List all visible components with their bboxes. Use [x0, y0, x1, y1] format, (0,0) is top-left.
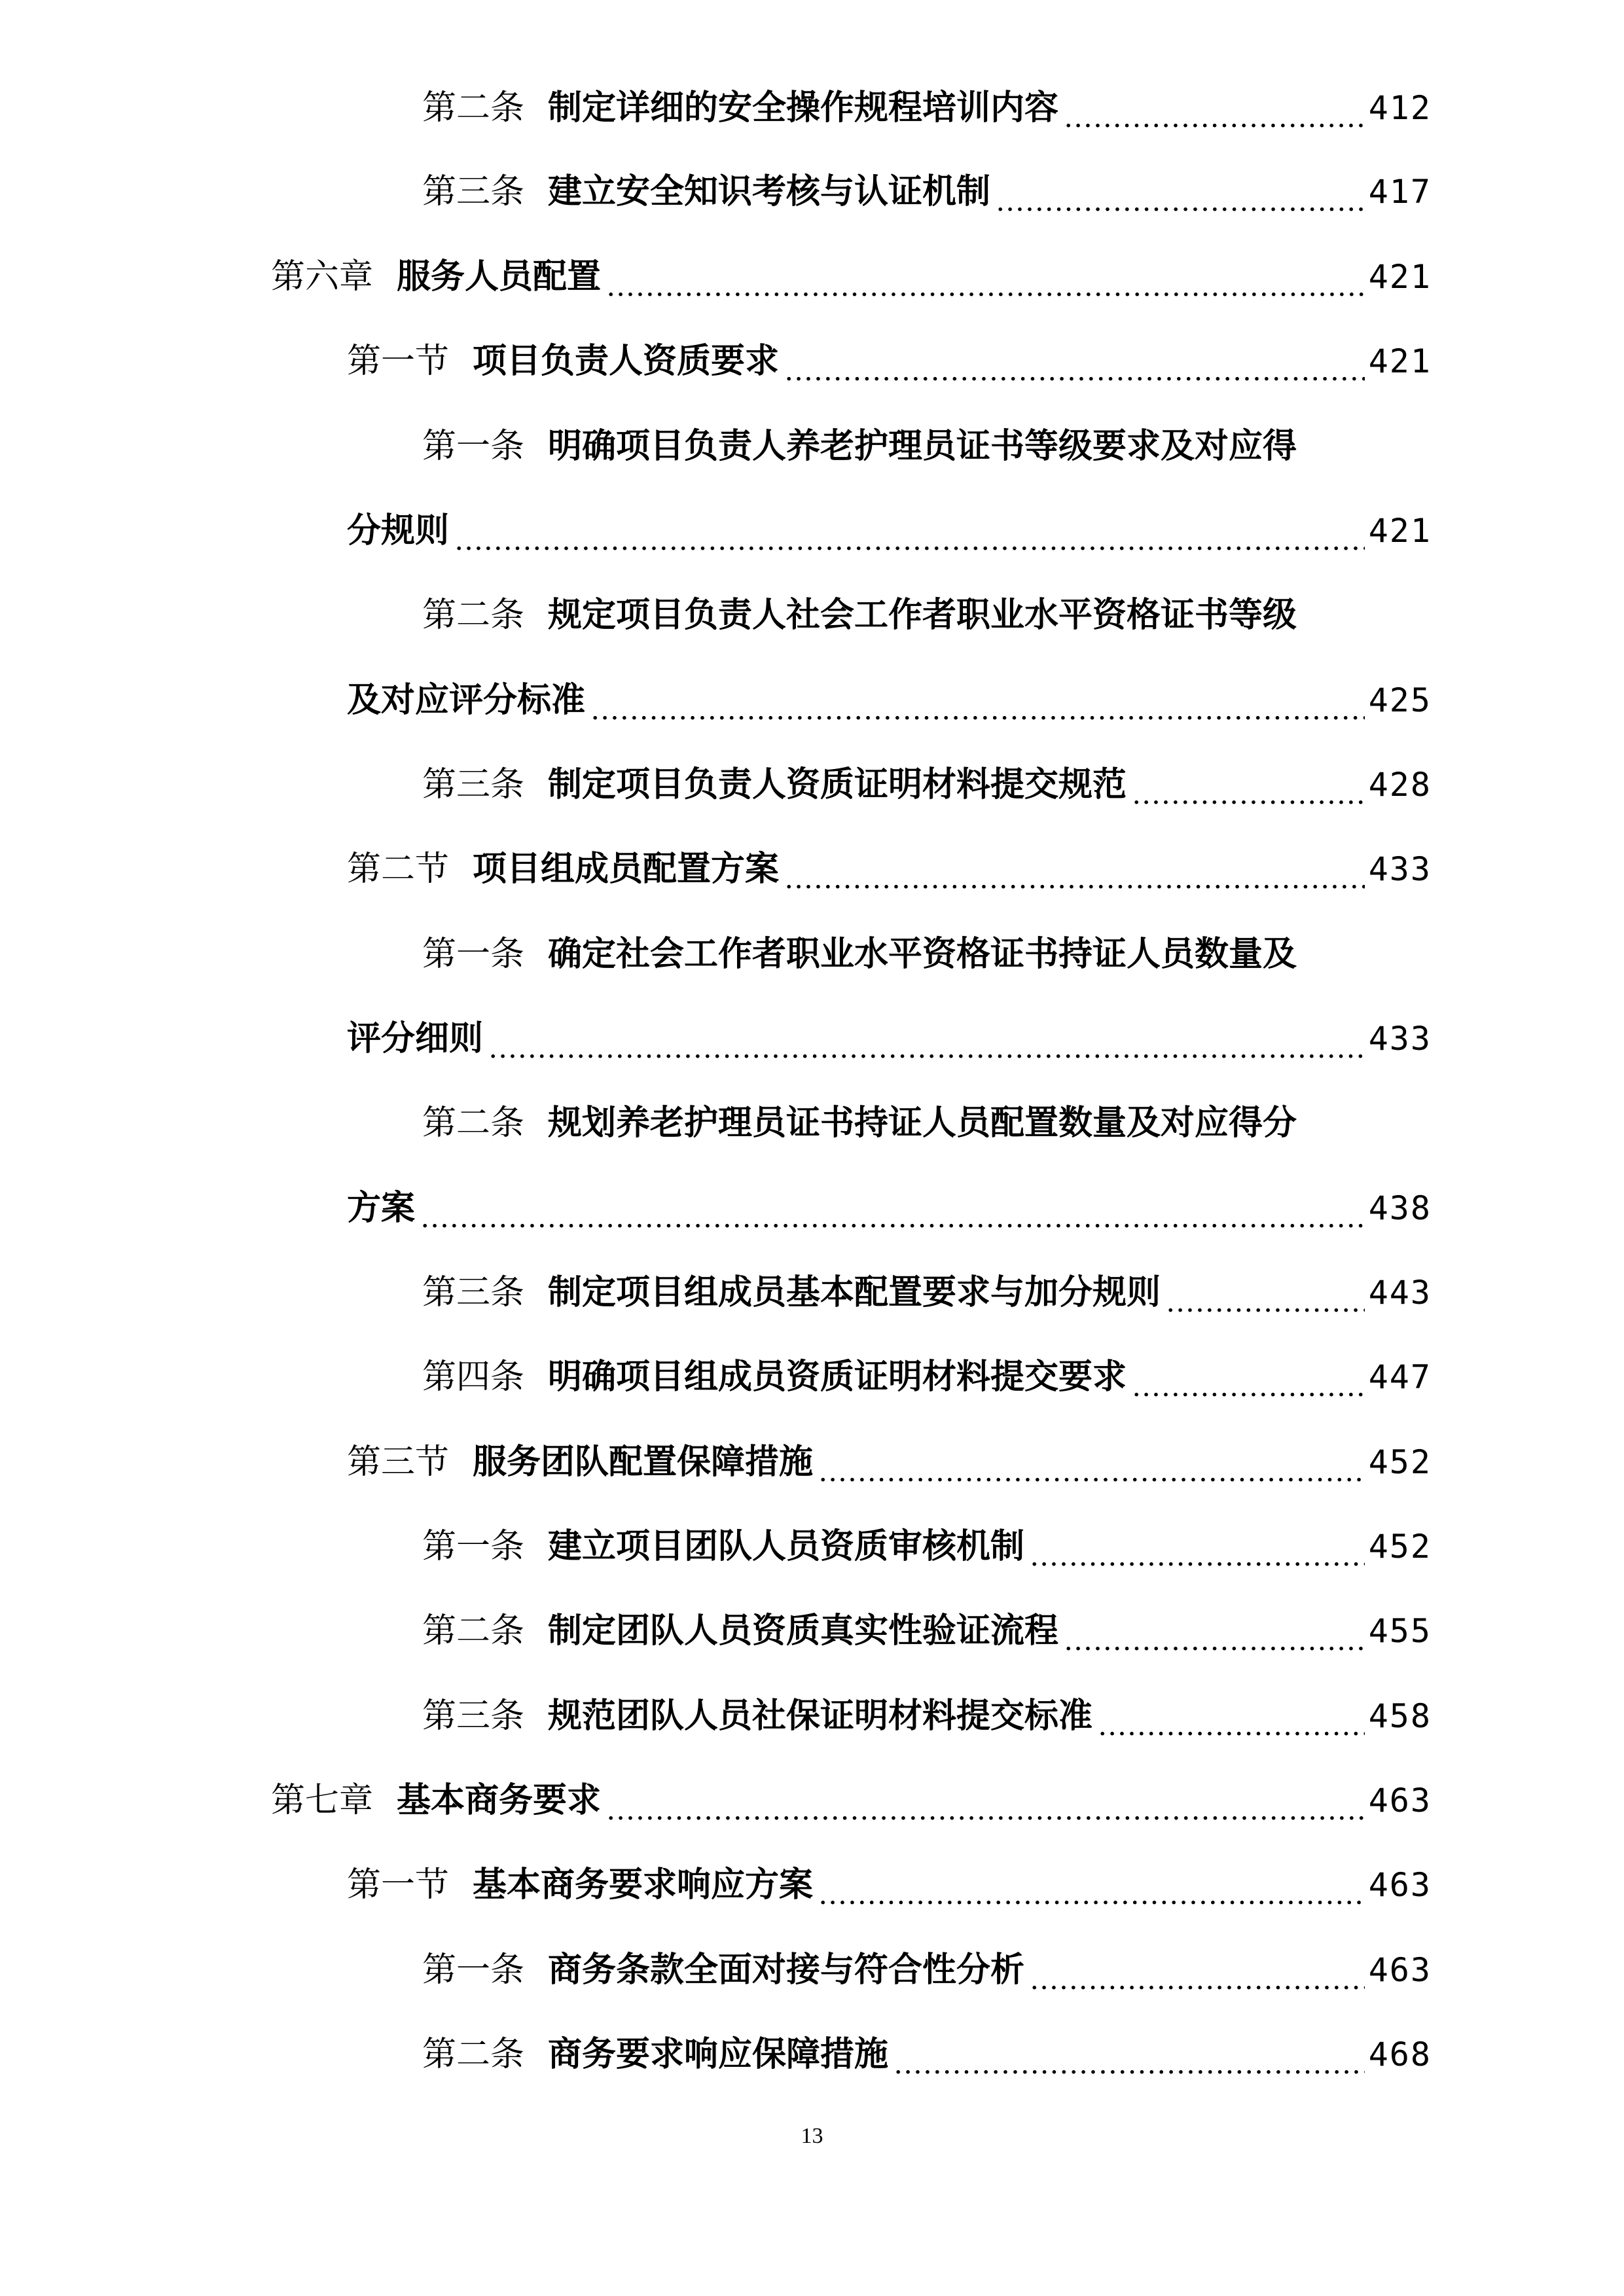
- toc-entry-page: 433: [1368, 1020, 1432, 1058]
- toc-entry-title: 明确项目负责人养老护理员证书等级要求及对应得: [548, 426, 1297, 466]
- toc-entry-page: 463: [1368, 1951, 1432, 1989]
- toc-entry[interactable]: [422, 1266, 1432, 1319]
- dot-leader: [785, 335, 1365, 387]
- toc-entry-title: 规定项目负责人社会工作者职业水平资格证书等级: [548, 595, 1297, 635]
- toc-entry-title: 商务条款全面对接与符合性分析: [548, 1950, 1025, 1990]
- toc-entry-section[interactable]: [347, 335, 1432, 387]
- toc-entry-title: 制定项目负责人资质证明材料提交规范: [548, 764, 1127, 804]
- toc-entry-title: 服务人员配置: [397, 257, 602, 296]
- toc-entry-continuation[interactable]: [347, 505, 1432, 557]
- toc-entry-prefix: 第二条: [422, 1611, 525, 1651]
- dot-leader: [997, 166, 1365, 218]
- toc-entry-chapter[interactable]: [271, 1774, 1432, 1827]
- toc-entry-section[interactable]: [347, 1859, 1432, 1911]
- toc-entry[interactable]: [422, 1351, 1432, 1403]
- toc-entry-page: 433: [1368, 850, 1432, 888]
- toc-entry-title: 服务团队配置保障措施: [473, 1442, 814, 1482]
- toc-entry[interactable]: [422, 589, 1432, 641]
- toc-entry-title: 建立安全知识考核与认证机制: [548, 171, 991, 211]
- toc-entry-page: 447: [1368, 1358, 1432, 1396]
- dot-leader: [1031, 1944, 1365, 1996]
- toc-entry[interactable]: [422, 1690, 1432, 1742]
- toc-entry-page: 463: [1368, 1782, 1432, 1820]
- toc-entry-title-continued: 评分细则: [347, 1018, 484, 1058]
- toc-entry-page: 468: [1368, 2036, 1432, 2073]
- toc-entry-title: 确定社会工作者职业水平资格证书持证人员数量及: [548, 934, 1297, 974]
- dot-leader: [820, 1436, 1365, 1488]
- dot-leader: [895, 2028, 1365, 2081]
- toc-entry[interactable]: [422, 1605, 1432, 1657]
- dot-leader: [1099, 1690, 1365, 1742]
- toc-entry[interactable]: [422, 2028, 1432, 2081]
- toc-entry-prefix: 第三条: [422, 1273, 525, 1312]
- toc-entry[interactable]: [422, 928, 1432, 980]
- toc-entry-title: 规划养老护理员证书持证人员配置数量及对应得分: [548, 1103, 1297, 1143]
- toc-entry-prefix: 第一条: [422, 1950, 525, 1990]
- toc-entry-prefix: 第二条: [422, 1103, 525, 1143]
- dot-leader: [785, 843, 1365, 895]
- toc-entry-page: 452: [1368, 1443, 1432, 1481]
- toc-entry-page: 458: [1368, 1697, 1432, 1735]
- toc-entry-title: 规范团队人员社保证明材料提交标准: [548, 1696, 1093, 1736]
- dot-leader: [607, 1774, 1365, 1827]
- toc-entry[interactable]: [422, 166, 1432, 218]
- dot-leader: [1133, 759, 1365, 811]
- toc-entry-page: 412: [1368, 89, 1432, 127]
- toc-entry-continuation[interactable]: [347, 674, 1432, 726]
- dot-leader: [1167, 1266, 1365, 1319]
- dot-leader: [1065, 1605, 1365, 1657]
- toc-entry-prefix: 第三节: [347, 1443, 450, 1482]
- toc-entry-prefix: 第一条: [422, 935, 525, 974]
- toc-entry-title: 基本商务要求: [397, 1780, 602, 1820]
- dot-leader: [1133, 1351, 1365, 1403]
- toc-entry-prefix: 第四条: [422, 1357, 525, 1397]
- toc-entry-title: 项目负责人资质要求: [473, 341, 780, 381]
- toc-entry[interactable]: [422, 1944, 1432, 1996]
- page-number: 13: [801, 2124, 823, 2148]
- toc-entry-title: 基本商务要求响应方案: [473, 1865, 814, 1905]
- toc-entry-prefix: 第三条: [422, 765, 525, 804]
- toc-entry-prefix: 第七章: [271, 1781, 374, 1820]
- toc-entry-title: 建立项目团队人员资质审核机制: [548, 1526, 1025, 1566]
- toc-entry-prefix: 第二条: [422, 88, 525, 128]
- dot-leader: [592, 674, 1365, 726]
- dot-leader: [820, 1859, 1365, 1911]
- toc-entry-title-continued: 分规则: [347, 511, 450, 550]
- toc-entry-page: 417: [1368, 173, 1432, 211]
- toc-entry-page: 438: [1368, 1189, 1432, 1227]
- toc-entry-page: 428: [1368, 766, 1432, 804]
- toc-entry-title: 项目组成员配置方案: [473, 849, 780, 889]
- toc-entry[interactable]: [422, 1097, 1432, 1149]
- toc-entry-prefix: 第一条: [422, 1527, 525, 1566]
- toc-entry-title: 制定团队人员资质真实性验证流程: [548, 1611, 1059, 1651]
- toc-entry-continuation[interactable]: [347, 1182, 1432, 1234]
- toc-entry-prefix: 第一节: [347, 342, 450, 381]
- toc-entry[interactable]: [422, 759, 1432, 811]
- toc-entry-prefix: 第一条: [422, 427, 525, 466]
- toc-entry-page: 455: [1368, 1612, 1432, 1650]
- dot-leader: [607, 251, 1365, 303]
- toc-entry-title: 制定详细的安全操作规程培训内容: [548, 88, 1059, 128]
- dot-leader: [456, 505, 1365, 557]
- toc-entry-prefix: 第二条: [422, 596, 525, 635]
- toc-entry-prefix: 第二条: [422, 2035, 525, 2074]
- dot-leader: [1065, 82, 1365, 134]
- toc-entry-title-continued: 方案: [347, 1188, 416, 1228]
- toc-entry-title: 明确项目组成员资质证明材料提交要求: [548, 1357, 1127, 1397]
- toc-entry-page: 421: [1368, 342, 1432, 380]
- toc-entry-prefix: 第一节: [347, 1865, 450, 1905]
- toc-entry[interactable]: [422, 1520, 1432, 1573]
- toc-entry[interactable]: [422, 82, 1432, 134]
- toc-entry-prefix: 第六章: [271, 257, 374, 296]
- toc-entry[interactable]: [422, 420, 1432, 473]
- toc-entry-prefix: 第三条: [422, 1696, 525, 1736]
- dot-leader: [1031, 1520, 1365, 1573]
- toc-entry-chapter[interactable]: [271, 251, 1432, 303]
- dot-leader: [490, 1013, 1365, 1065]
- toc-entry-page: 421: [1368, 512, 1432, 550]
- toc-entry-page: 425: [1368, 681, 1432, 719]
- toc-entry-prefix: 第三条: [422, 172, 525, 211]
- toc-entry-continuation[interactable]: [347, 1013, 1432, 1065]
- toc-entry-prefix: 第二节: [347, 850, 450, 889]
- toc-entry-title: 商务要求响应保障措施: [548, 2034, 889, 2074]
- toc-entry-page: 443: [1368, 1274, 1432, 1312]
- dot-leader: [422, 1182, 1365, 1234]
- toc-entry-page: 452: [1368, 1528, 1432, 1566]
- toc-entry-title-continued: 及对应评分标准: [347, 680, 586, 720]
- toc-entry-page: 421: [1368, 258, 1432, 296]
- toc-entry-section[interactable]: [347, 843, 1432, 895]
- toc-entry-section[interactable]: [347, 1436, 1432, 1488]
- toc-entry-title: 制定项目组成员基本配置要求与加分规则: [548, 1272, 1161, 1312]
- toc-entry-page: 463: [1368, 1866, 1432, 1904]
